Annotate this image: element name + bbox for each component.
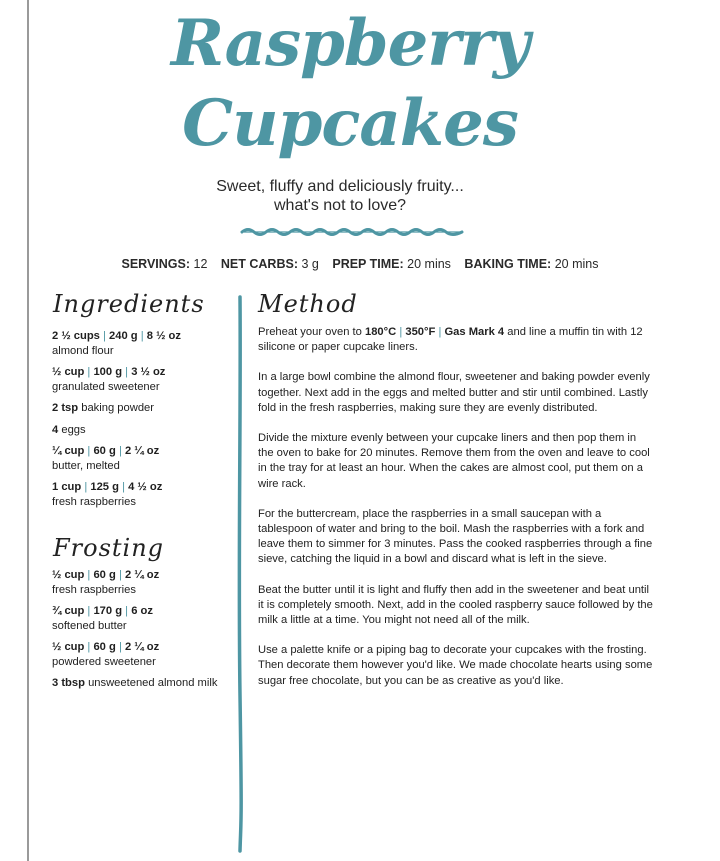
page-edge-line <box>27 0 29 861</box>
ingredient-quantity: ¼ cup | 60 g | 2 ¼ oz <box>52 445 160 457</box>
ingredient-name: butter, melted <box>52 459 120 472</box>
ingredient-quantity: 1 cup | 125 g | 4 ½ oz <box>52 481 163 493</box>
method-step-2: In a large bowl combine the almond flour, sweetener and baking powder evenly together. Next add in the eggs and melted butter and stir until combined. Lastly fold in the fresh raspberries, making sure they are evenly distributed. <box>258 371 650 414</box>
title-line-1: Raspberry <box>171 6 529 81</box>
method-steps <box>258 325 653 704</box>
stat-servings: SERVINGS: 12 <box>121 257 208 271</box>
ingredient-name: softened butter <box>52 619 127 632</box>
subtitle <box>180 177 500 215</box>
ingredient-item <box>52 480 227 509</box>
ingredient-item <box>52 568 227 597</box>
method-step-4: For the buttercream, place the raspberries in a small saucepan with a tablespoon of water and bring to the boil. Mash the raspberries with a fork and leave them to simmer for 3 minutes. Pass the cooked raspberries through a fine sieve, catching the liquid in a bowl and discard what is left in the sieve. <box>258 507 653 566</box>
recipe-stats <box>0 257 720 271</box>
ingredient-quantity: 2 tsp <box>52 402 79 414</box>
ingredient-name: unsweetened almond milk <box>88 677 218 689</box>
ingredient-quantity: 4 <box>52 423 59 436</box>
method-heading: Method <box>258 290 358 318</box>
ingredient-item <box>52 329 227 358</box>
ingredient-quantity: ¾ cup | 170 g | 6 oz <box>52 605 153 617</box>
ingredient-name: almond flour <box>52 344 114 357</box>
method-step-1: Preheat your oven to 180°C | 350°F | Gas Mark 4 and line a muffin tin with 12 silicone or paper cupcake liners. <box>258 326 643 354</box>
stat-net-carbs: NET CARBS: 3 g <box>220 257 319 271</box>
column-divider <box>235 295 245 855</box>
ingredient-item <box>52 444 227 473</box>
ingredient-item <box>52 676 227 691</box>
ingredient-item <box>52 365 227 394</box>
method-step-6: Use a palette knife or a piping bag to decorate your cupcakes with the frosting. Then decorate them however you'd like. We made chocolate hearts using some sugar free chocolate, but you can be as creative as you'd like. <box>258 644 653 687</box>
ingredient-item <box>52 423 227 438</box>
frosting-heading: Frosting <box>53 534 165 562</box>
subtitle-line-1: Sweet, fluffy and deliciously fruity... <box>216 178 464 195</box>
ingredient-name: powdered sweetener <box>52 655 156 668</box>
ingredient-name: baking powder <box>81 402 155 414</box>
ingredients-heading: Ingredients <box>53 290 205 318</box>
ingredient-name: fresh raspberries <box>52 495 136 508</box>
method-step-3: Divide the mixture evenly between your cupcake liners and then pop them in the oven to bake for 20 minutes. Remove them from the oven and leave to cool in the tray for at least an hour. When the cakes are almost cool, put them on a wire rack. <box>258 432 650 490</box>
subtitle-line-2: what's not to love? <box>273 197 407 214</box>
ingredient-quantity: 3 tbsp <box>52 677 85 689</box>
method-step-5: Beat the butter until it is light and fluffy then add in the sweetener and beat until it is completely smooth. Next, add in the cooled raspberry sauce followed by the milk a little at a time. You might not need all of the milk. <box>258 583 653 627</box>
ingredients-list <box>52 329 227 516</box>
ingredient-quantity: ½ cup | 100 g | 3 ½ oz <box>52 366 166 378</box>
ingredient-quantity: 2 ½ cups | 240 g | 8 ½ oz <box>52 330 181 342</box>
ingredient-name: fresh raspberries <box>52 583 136 596</box>
ingredient-quantity: ½ cup | 60 g | 2 ¼ oz <box>52 569 160 581</box>
title-line-2: Cupcakes <box>182 86 518 161</box>
stat-prep-time: PREP TIME: 20 mins <box>332 257 451 271</box>
ingredient-quantity: ½ cup | 60 g | 2 ¼ oz <box>52 641 160 653</box>
stat-baking-time: BAKING TIME: 20 mins <box>464 257 599 271</box>
ingredient-name: granulated sweetener <box>52 380 160 393</box>
ingredient-name: eggs <box>61 423 86 436</box>
ingredient-item <box>52 401 227 416</box>
ingredient-item <box>52 604 227 633</box>
decorative-divider <box>240 226 465 238</box>
ingredient-item <box>52 640 227 669</box>
frosting-list <box>52 568 227 698</box>
